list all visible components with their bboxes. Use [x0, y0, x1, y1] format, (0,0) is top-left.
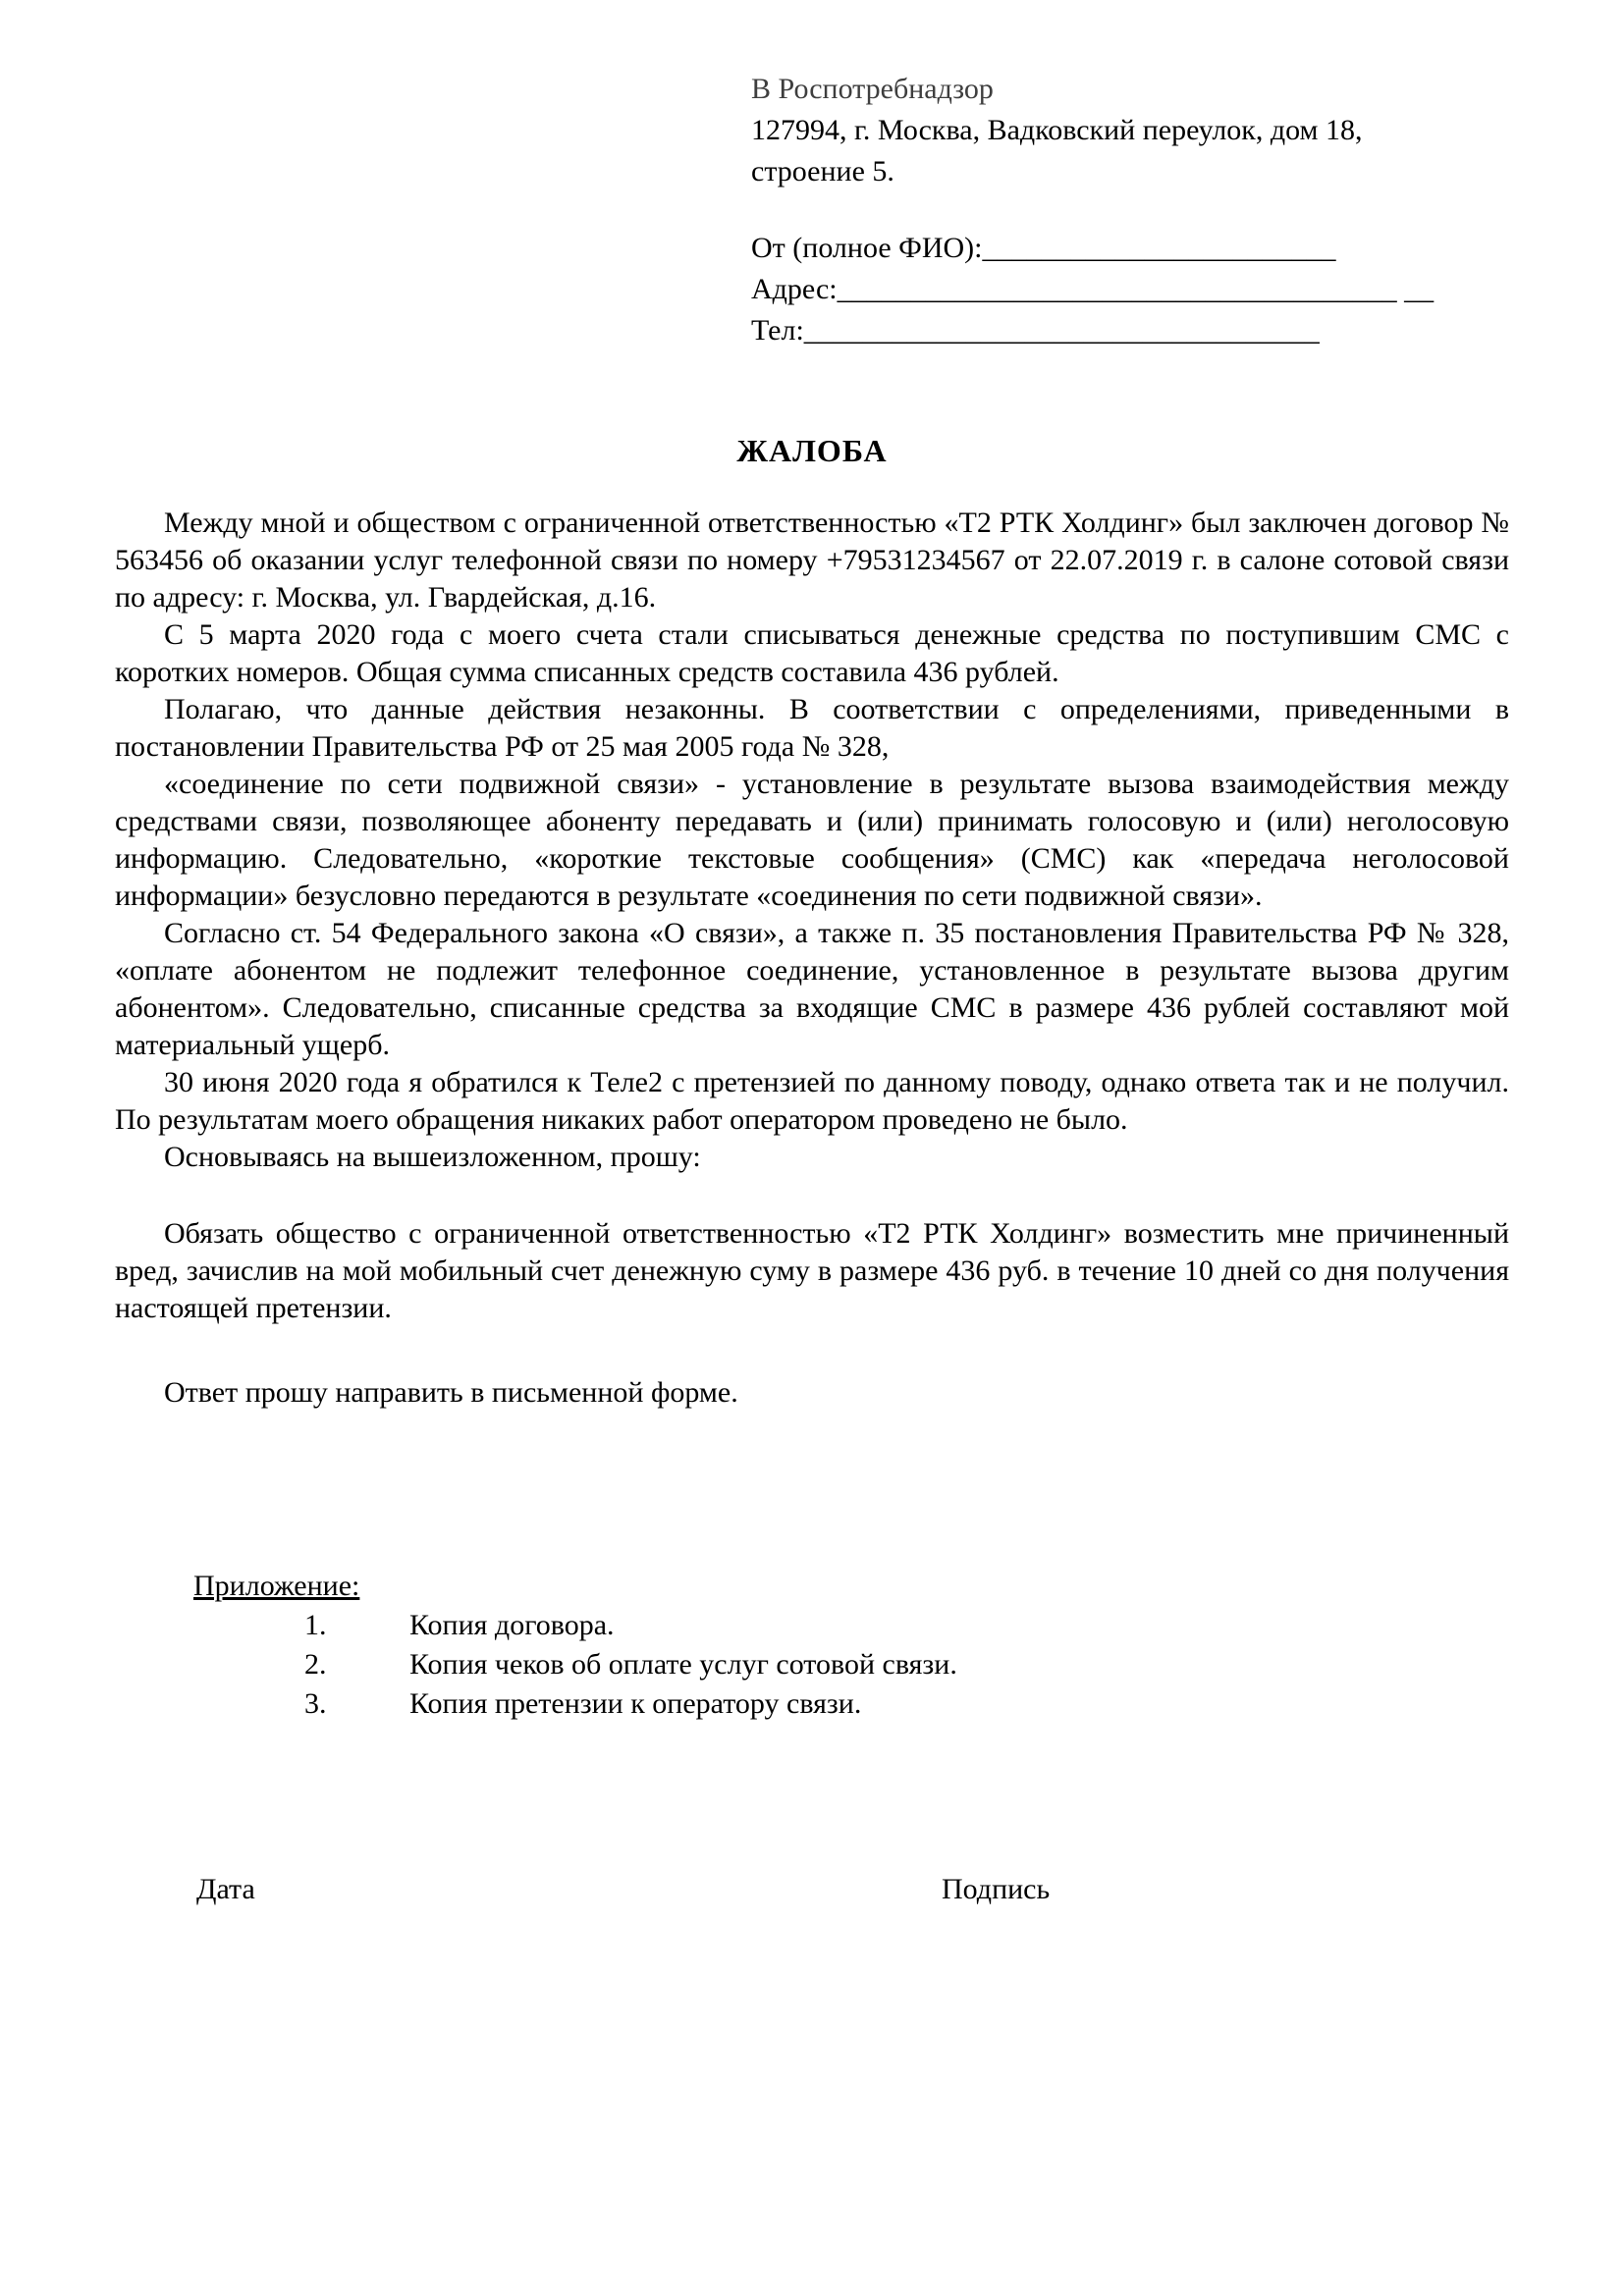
- paragraph-illegal-claim: Полагаю, что данные действия незаконны. В соответствии с определениями, приведенными в постановлении Правительства РФ от 25 мая 2005 года № 328,: [115, 693, 1509, 763]
- paragraph-tele2-appeal: 30 июня 2020 года я обратился к Теле2 с претензией по данному поводу, однако ответа так и не получил. По результатам моего обращения никаких работ оператором проведено не было.: [115, 1066, 1509, 1136]
- attachment-text: Копия чеков об оплате услуг сотовой связи.: [409, 1648, 957, 1681]
- sender-phone-field: Тел:___________________________________: [751, 314, 1320, 347]
- letter-header: [751, 69, 1517, 351]
- recipient-address-line-2: строение 5.: [751, 155, 894, 187]
- letter-body: [115, 505, 1509, 1412]
- paragraph-written-reply: Ответ прошу направить в письменной форме.: [164, 1376, 738, 1409]
- attachment-item: [115, 1684, 1509, 1724]
- paragraph-charges: С 5 марта 2020 года с моего счета стали списываться денежные средства по поступившим СМС с коротких номеров. Общая сумма списанных средств составила 436 рублей.: [115, 618, 1509, 688]
- signature-row: [115, 1870, 1509, 1909]
- paragraph-law-reference: Согласно ст. 54 Федерального закона «О связи», а также п. 35 постановления Правительства РФ № 328, «оплате абонентом не подлежит телефонное соединение, установленное в результате вызова другим абонентом». Следовательно, списанные средства за входящие СМС в размере 436 рублей составляют мой материальный ущерб.: [115, 917, 1509, 1061]
- attachment-number: 1.: [304, 1609, 327, 1641]
- paragraph-demand: Обязать общество с ограниченной ответственностью «Т2 РТК Холдинг» возместить мне причиненный вред, зачислив на мой мобильный счет денежную суму в размере 436 руб. в течение 10 дней со дня получения настоящей претензии.: [115, 1217, 1509, 1324]
- sender-address-field: Адрес:______________________________________ __: [751, 273, 1435, 305]
- paragraph-request-intro: Основываясь на вышеизложенном, прошу:: [164, 1141, 701, 1173]
- sender-name-field: От (полное ФИО):________________________: [751, 232, 1336, 264]
- date-label: Дата: [196, 1873, 255, 1905]
- paragraph-definition: «соединение по сети подвижной связи» - установление в результате вызова взаимодействия между средствами связи, позволяющее абоненту передавать и (или) принимать голосовую и (или) неголосовую информацию. Следовательно, «короткие текстовые сообщения» (СМС) как «передача неголосовой информации» безусловно передаются в результате «соединения по сети подвижной связи».: [115, 768, 1509, 912]
- recipient-address-line-1: 127994, г. Москва, Вадковский переулок, дом 18,: [751, 114, 1363, 146]
- attachment-number: 3.: [304, 1687, 327, 1720]
- attachments-heading: Приложение:: [193, 1570, 360, 1602]
- attachment-item: [115, 1645, 1509, 1684]
- attachment-item: [115, 1606, 1509, 1645]
- attachment-text: Копия договора.: [409, 1609, 615, 1641]
- attachment-number: 2.: [304, 1648, 327, 1681]
- attachment-text: Копия претензии к оператору связи.: [409, 1687, 862, 1720]
- recipient-name: В Роспотребнадзор: [751, 73, 994, 105]
- document-title: ЖАЛОБА: [736, 433, 888, 468]
- attachments-section: [115, 1567, 1509, 1724]
- signature-label: Подпись: [942, 1873, 1051, 1905]
- paragraph-contract: Между мной и обществом с ограниченной ответственностью «Т2 РТК Холдинг» был заключен договор № 563456 об оказании услуг телефонной связи по номеру +79531234567 от 22.07.2019 г. в салоне сотовой связи по адресу: г. Москва, ул. Гвардейская, д.16.: [115, 507, 1509, 614]
